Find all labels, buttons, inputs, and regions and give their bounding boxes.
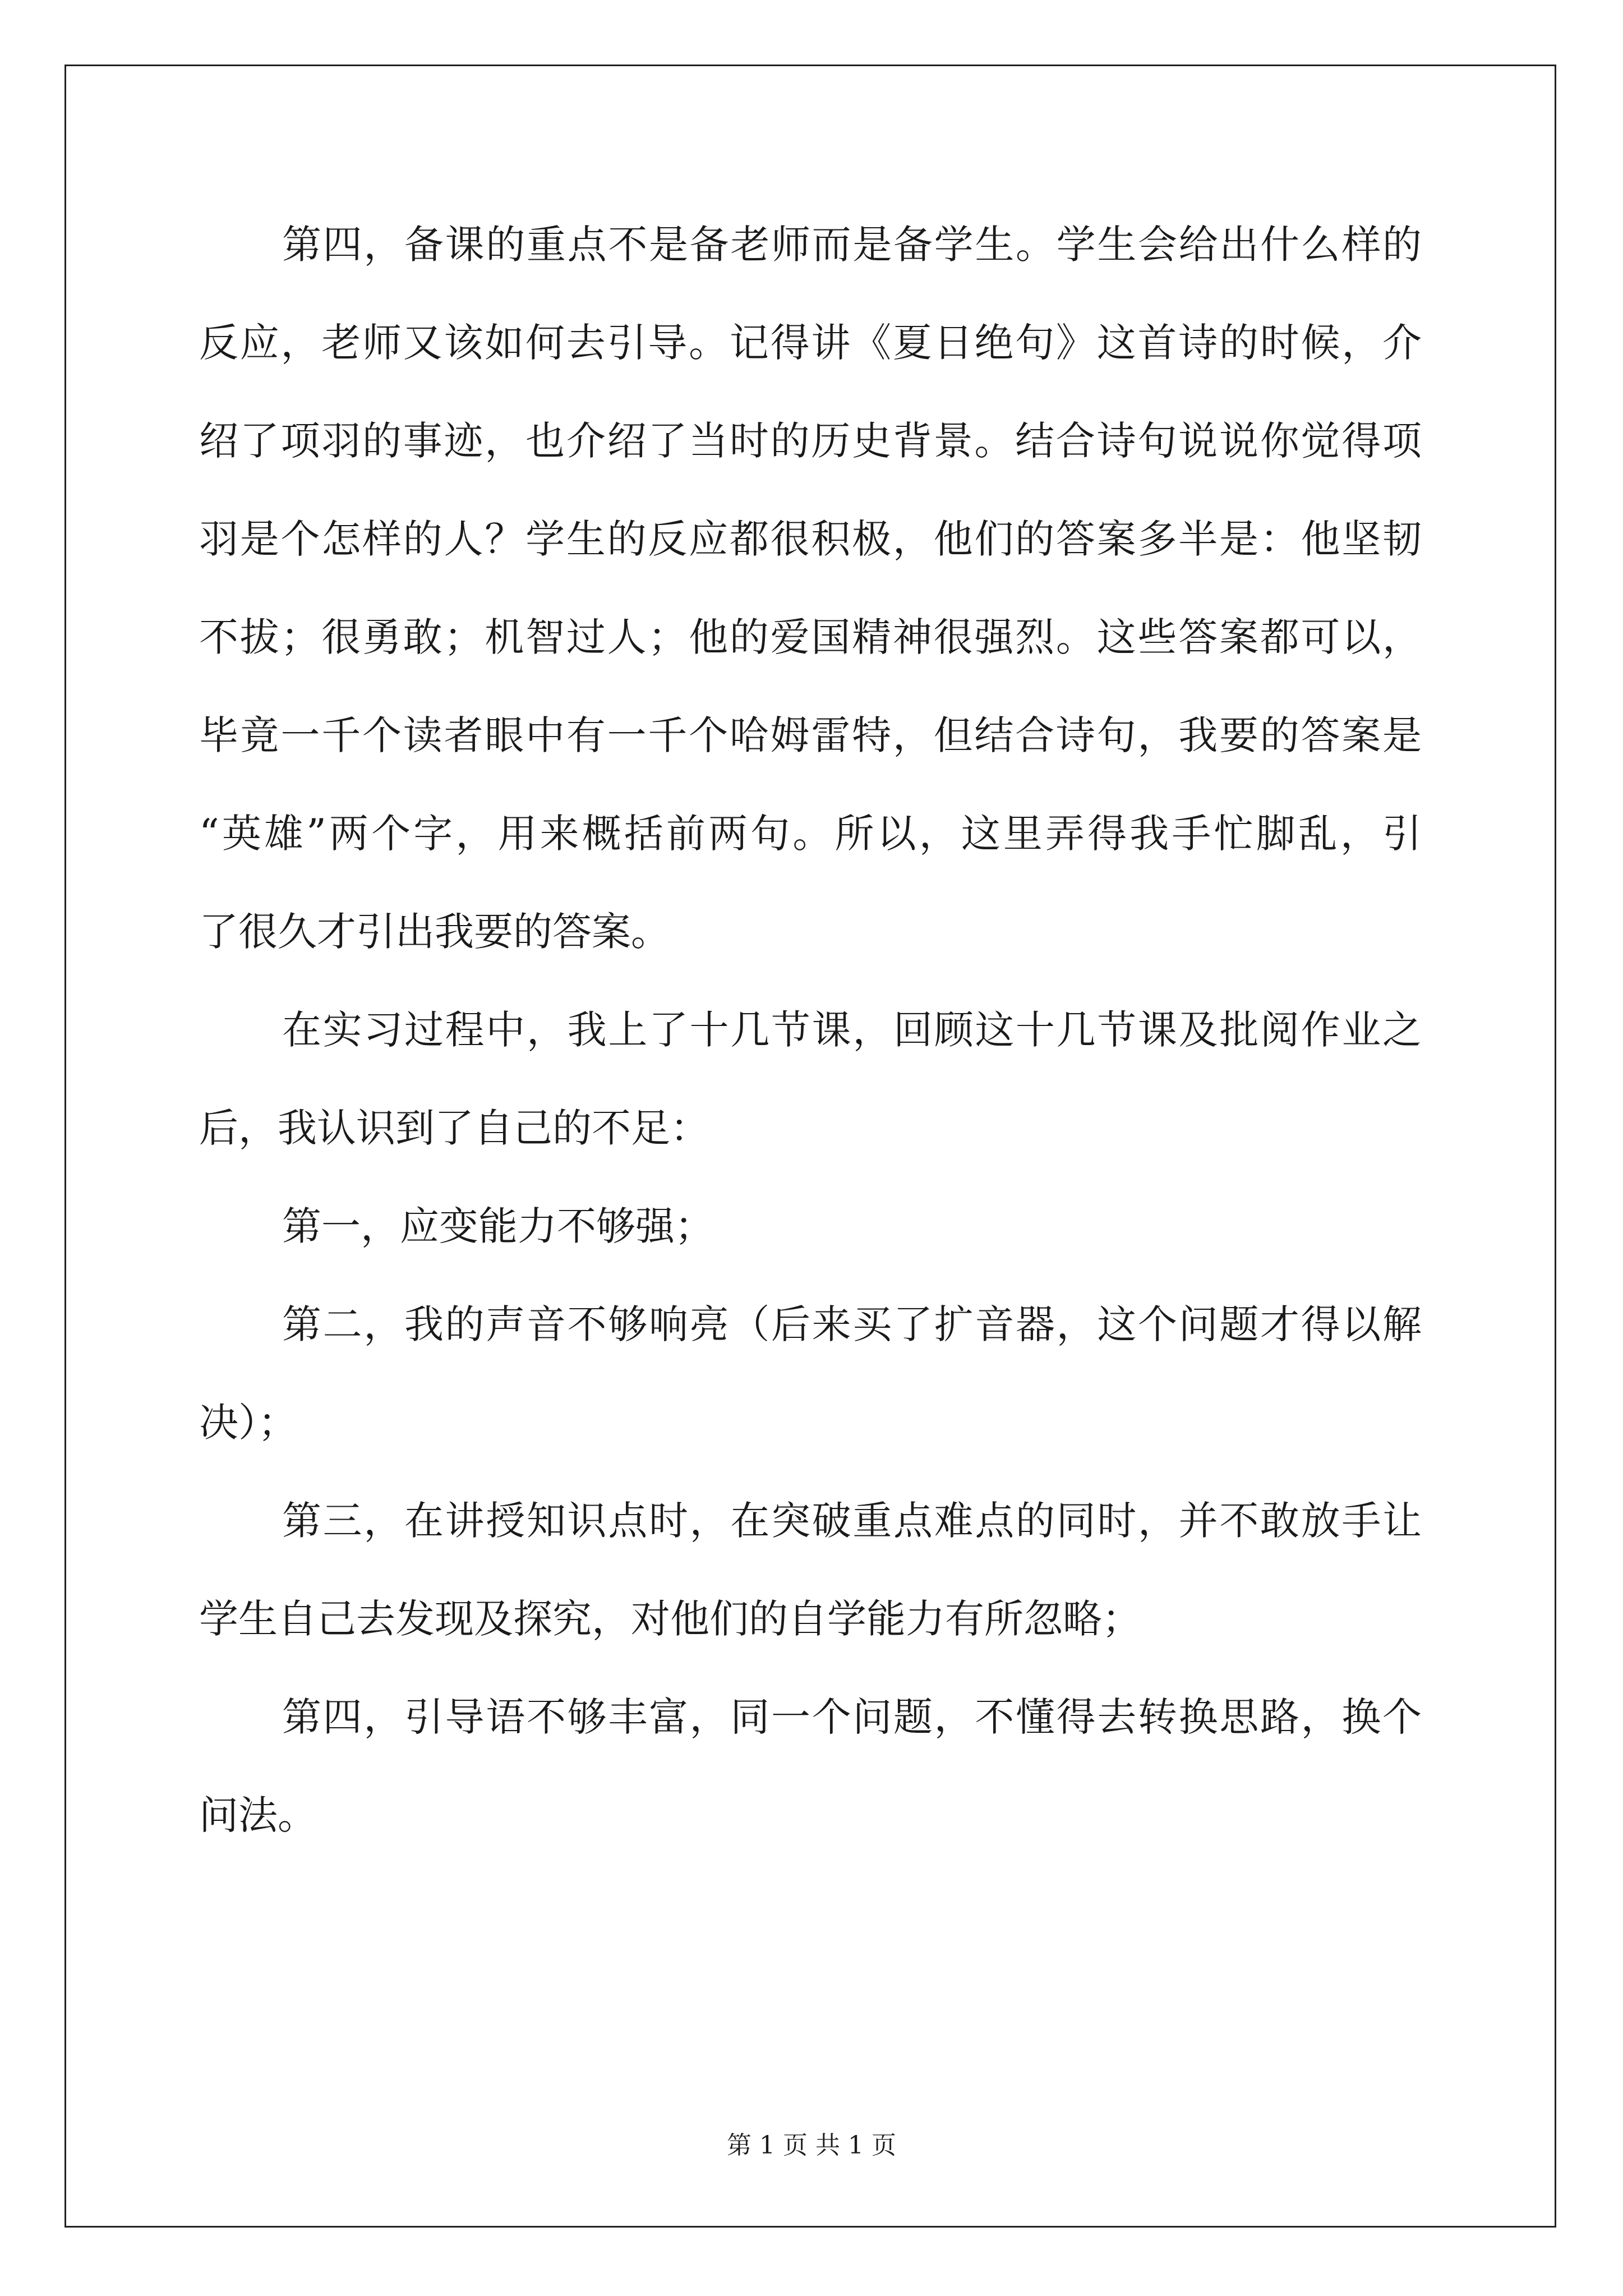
paragraph-line: 羽是个怎样的人？学生的反应都很积极，他们的答案多半是：他坚韧 xyxy=(199,516,1422,562)
paragraph-line: 反应，老师又该如何去引导。记得讲《夏日绝句》这首诗的时候，介 xyxy=(199,320,1422,366)
paragraph-line: 了很久才引出我要的答案。 xyxy=(199,909,670,955)
paragraph-line: 第二，我的声音不够响亮（后来买了扩音器，这个问题才得以解 xyxy=(282,1301,1422,1347)
paragraph-line: 在实习过程中，我上了十几节课，回顾这十几节课及批阅作业之 xyxy=(282,1007,1422,1053)
paragraph-line: 第四，引导语不够丰富，同一个问题，不懂得去转换思路，换个 xyxy=(282,1694,1422,1740)
document-body xyxy=(199,213,1422,1882)
paragraph-line: 第三，在讲授知识点时，在突破重点难点的同时，并不敢放手让 xyxy=(282,1498,1422,1544)
paragraph-line: 毕竟一千个读者眼中有一千个哈姆雷特，但结合诗句，我要的答案是 xyxy=(199,712,1422,758)
paragraph-line: 第四，备课的重点不是备老师而是备学生。学生会给出什么样的 xyxy=(282,222,1422,268)
paragraph-line: 第一，应变能力不够强； xyxy=(282,1203,714,1249)
page-footer: 第 1 页 共 1 页 xyxy=(727,2131,896,2160)
paragraph-line: 后，我认识到了自己的不足： xyxy=(199,1105,709,1151)
paragraph-line: 不拔；很勇敢；机智过人；他的爱国精神很强烈。这些答案都可以， xyxy=(199,614,1422,660)
paragraph-line: 绍了项羽的事迹，也介绍了当时的历史背景。结合诗句说说你觉得项 xyxy=(199,418,1422,464)
paragraph-line: “英雄”两个字，用来概括前两句。所以，这里弄得我手忙脚乱，引 xyxy=(199,811,1422,857)
paragraph-line: 问法。 xyxy=(199,1792,317,1838)
paragraph-line: 决）； xyxy=(199,1400,297,1446)
paragraph-line: 学生自己去发现及探究，对他们的自学能力有所忽略； xyxy=(199,1596,1141,1642)
